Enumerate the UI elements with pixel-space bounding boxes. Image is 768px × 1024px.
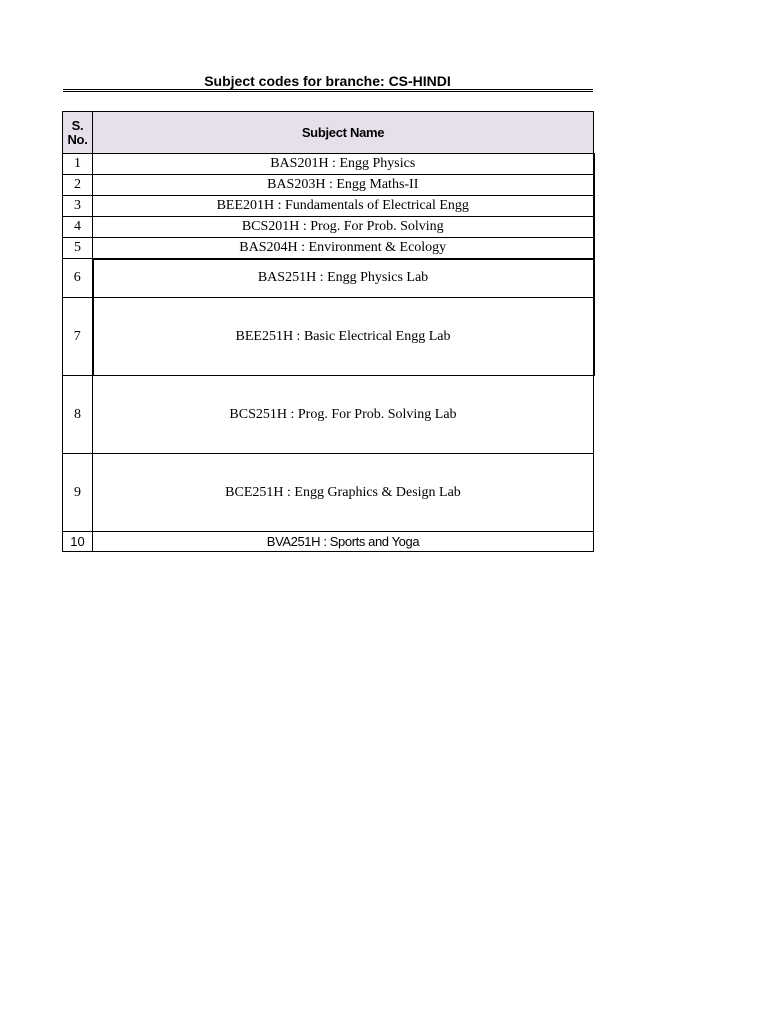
- row-serial-number: 7: [63, 298, 93, 376]
- row-subject-name: BEE201H : Fundamentals of Electrical Engg: [93, 196, 594, 217]
- header-serial-number: [63, 112, 93, 154]
- row-subject-name: BCS201H : Prog. For Prob. Solving: [93, 217, 594, 238]
- table-row: [63, 217, 594, 238]
- row-subject-name: BCE251H : Engg Graphics & Design Lab: [93, 454, 594, 532]
- header-serial-line2: No.: [67, 131, 88, 147]
- title-double-underline: [63, 89, 593, 92]
- subject-codes-table: [62, 111, 595, 552]
- row-subject-name: BEE251H : Basic Electrical Engg Lab: [93, 298, 594, 376]
- table-row: [63, 175, 594, 196]
- row-serial-number: 2: [63, 175, 93, 196]
- table-row: [63, 196, 594, 217]
- row-serial-number: 6: [63, 259, 93, 298]
- table-row: [63, 154, 594, 175]
- header-subject-name: Subject Name: [93, 112, 594, 154]
- table-row: [63, 376, 594, 454]
- row-serial-number: 4: [63, 217, 93, 238]
- header-serial-line1: S.: [71, 117, 84, 133]
- row-serial-number: 9: [63, 454, 93, 532]
- row-subject-name: BCS251H : Prog. For Prob. Solving Lab: [93, 376, 594, 454]
- row-serial-number: 3: [63, 196, 93, 217]
- table-row: [63, 532, 594, 552]
- row-subject-name: BAS204H : Environment & Ecology: [93, 238, 594, 259]
- table-row: [63, 259, 594, 298]
- page-title: Subject codes for branche: CS-HINDI: [204, 73, 451, 89]
- row-subject-name: BVA251H : Sports and Yoga: [93, 532, 594, 552]
- table-row: [63, 238, 594, 259]
- row-subject-name: BAS201H : Engg Physics: [93, 154, 594, 175]
- row-serial-number: 8: [63, 376, 93, 454]
- row-subject-name: BAS203H : Engg Maths-II: [93, 175, 594, 196]
- table-header-row: [63, 112, 594, 154]
- row-serial-number: 1: [63, 154, 93, 175]
- table-row: [63, 454, 594, 532]
- row-serial-number: 5: [63, 238, 93, 259]
- table-row: [63, 298, 594, 376]
- row-serial-number: 10: [63, 532, 93, 552]
- row-subject-name: BAS251H : Engg Physics Lab: [93, 259, 594, 298]
